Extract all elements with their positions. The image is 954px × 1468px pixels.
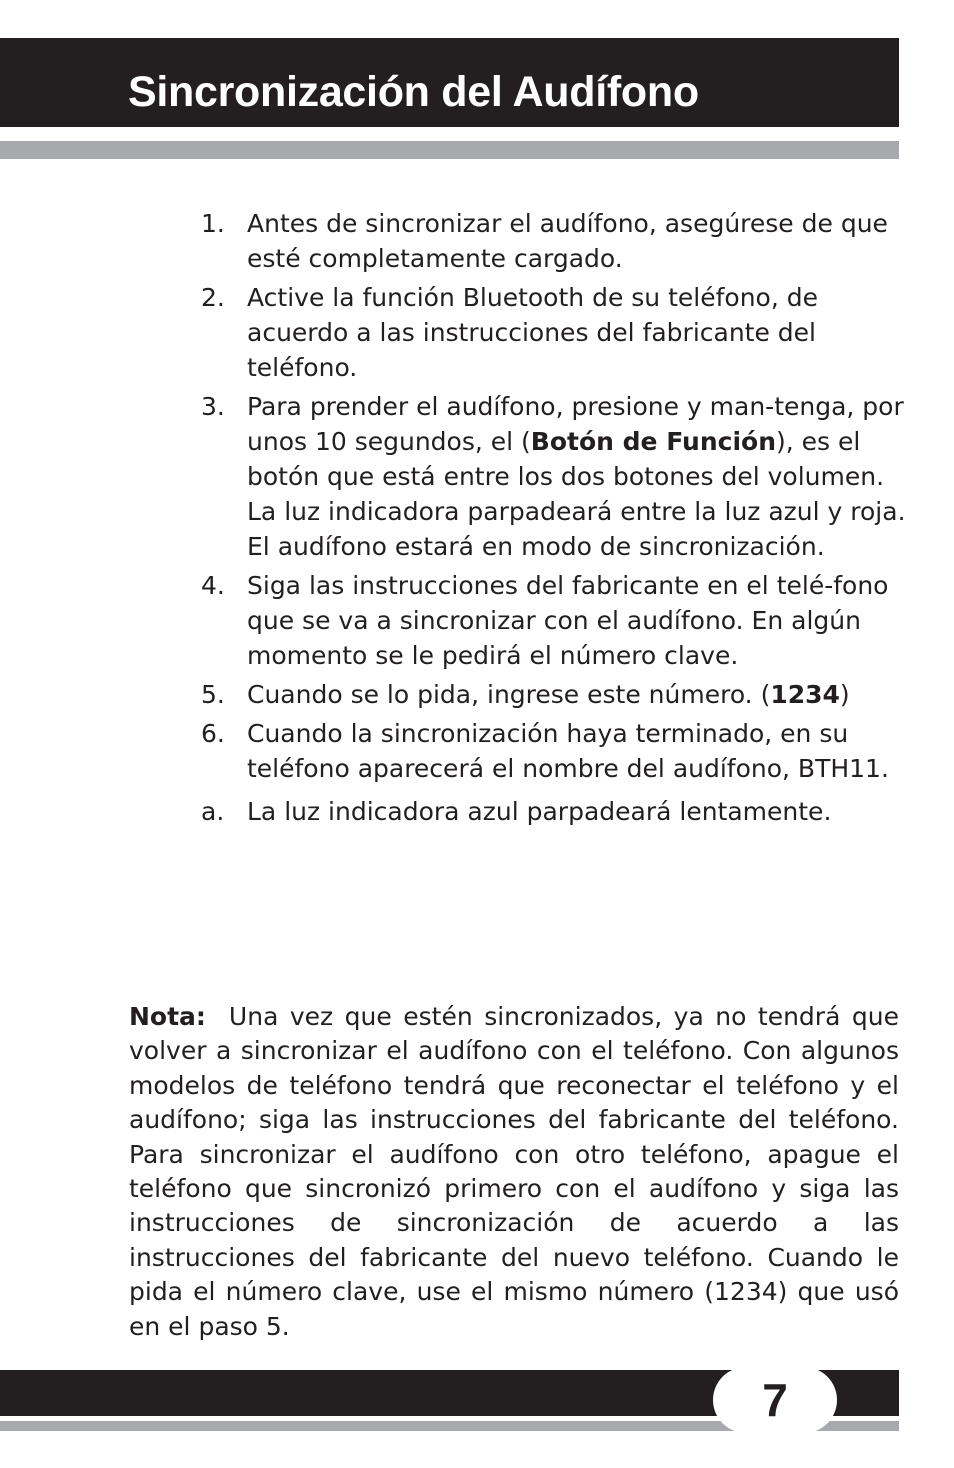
step-1 xyxy=(201,206,906,276)
step-number: 3. xyxy=(201,392,225,421)
note-paragraph xyxy=(129,1000,899,1344)
step-4 xyxy=(201,568,906,673)
page-title: Sincronización del Audífono xyxy=(128,68,699,116)
step-number: 1. xyxy=(201,209,225,238)
step-3 xyxy=(201,389,906,564)
step-text-part: ), es el botón que está entre los dos botones del volumen. La luz indicadora parpadeará entre la luz azul y roja. El audífono estará en modo de sincronización. xyxy=(247,427,906,561)
step-text-part: Cuando la sincronización haya terminado, en su teléfono aparecerá el nombre del audífono, BTH11. xyxy=(247,719,889,783)
header-stripe xyxy=(0,141,899,159)
step-6 xyxy=(201,716,906,786)
step-number: 5. xyxy=(201,680,225,709)
step-text-part: Active la función Bluetooth de su teléfono, de acuerdo a las instrucciones del fabricante del teléfono. xyxy=(247,283,818,382)
step-text-part: Antes de sincronizar el audífono, asegúrese de que esté completamente cargado. xyxy=(247,209,888,273)
note-label: Nota: xyxy=(129,1002,206,1031)
step-number: 4. xyxy=(201,571,225,600)
step-number: 6. xyxy=(201,719,225,748)
step-text-part: Para prender el audífono, presione y man-tenga, por unos 10 segundos, el ( xyxy=(247,392,904,456)
step-text xyxy=(247,794,906,829)
function-button-label: Botón de Función xyxy=(530,427,776,456)
step-2 xyxy=(201,280,906,385)
note-text: Una vez que estén sincronizados, ya no tendrá que volver a sincronizar el audífono con el teléfono. Con algunos modelos de teléfono tendrá que reconectar el teléfono y el audífono; siga las instrucciones del fabricante del teléfono. Para sincronizar el audífono con otro teléfono, apague el teléfono que sincronizó primero con el audífono y siga las instrucciones de sincronización de acuerdo a las instrucciones del fabricante del nuevo teléfono. Cuando le pida el número clave, use el mismo número (1234) que usó en el paso 5. xyxy=(129,1002,899,1341)
pin-code: 1234 xyxy=(770,680,840,709)
step-text-part: Cuando se lo pida, ingrese este número. ( xyxy=(247,680,771,709)
step-text xyxy=(247,716,906,786)
step-text-part: La luz indicadora azul parpadeará lentamente. xyxy=(247,797,832,826)
step-text xyxy=(247,677,906,712)
step-text xyxy=(247,568,906,673)
step-text-part: ) xyxy=(839,680,850,709)
step-6a xyxy=(201,794,906,829)
step-text-part: Siga las instrucciones del fabricante en el telé-fono que se va a sincronizar con el audífono. En algún momento se le pedirá el número clave. xyxy=(247,571,889,670)
step-text xyxy=(247,206,906,276)
step-text xyxy=(247,280,906,385)
step-number: 2. xyxy=(201,283,225,312)
page-number: 7 xyxy=(762,1374,788,1426)
step-text xyxy=(247,389,906,564)
step-5 xyxy=(201,677,906,712)
step-number: a. xyxy=(201,797,225,826)
steps-list xyxy=(201,206,906,833)
